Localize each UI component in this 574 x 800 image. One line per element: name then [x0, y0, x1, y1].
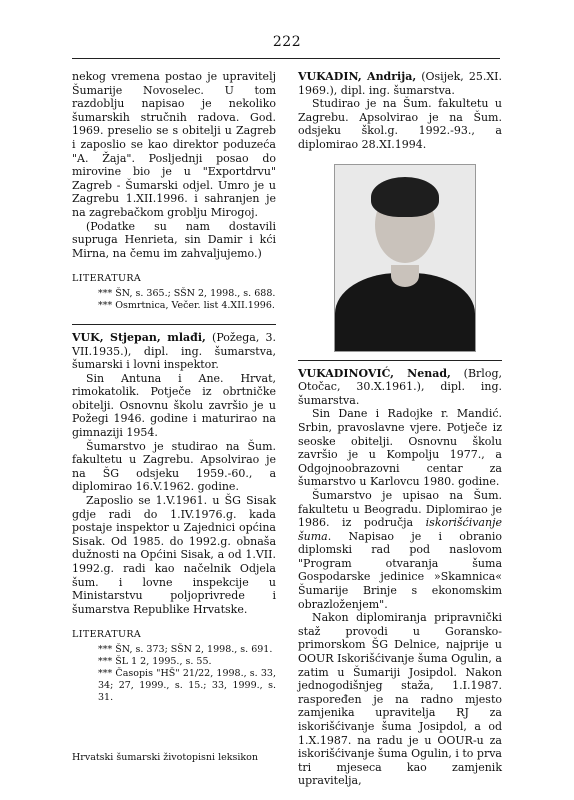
top-rule [72, 58, 500, 59]
entry-vukadinovic-paragraph: Nakon diplomiranja pripravnički staž provodi u Goransko-primorskom ŠG Delnice, najprije u OOUR Iskorišćivanje šuma Ogulin, a zatim u Šumariji Josipdol. Nakon jednogodišnjeg staža, 1.I.1987. raspoređen je na radno mjesto zamjenika upravitelja RJ za iskorišćivanje šuma Josipdol, a od 1.X.1987. na radu je u OOUR-u za iskorišćivanje šuma Ogulin, i to prva tri mjeseca kao zamjenik upravitelja, [298, 611, 502, 788]
source-note: (Podatke su nam dostavili supruga Henrieta, sin Damir i kći Mirna, na čemu im zahvaljujemo.) [72, 219, 276, 260]
portrait-photo [334, 164, 476, 352]
italic-term: iskorišćivanje šuma [298, 516, 502, 543]
literature-item: *** ŠN, s. 373; SŠN 2, 1998., s. 691. [98, 643, 273, 655]
page-number: 222 [272, 34, 302, 50]
entry-vukadin-header [298, 70, 502, 97]
literature-item: *** Osmrtnica, Večer. list 4.XII.1996. [98, 299, 275, 311]
entry-divider [298, 360, 502, 361]
entry-vukadinovic-header-rest: (Brlog, Otočac, 30.X.1961.), dipl. ing. šumarstva. [298, 366, 502, 407]
left-column [72, 70, 276, 704]
right-column [298, 70, 502, 788]
literature-item: *** ŠL 1 2, 1995., s. 55. [98, 655, 212, 667]
paragraph-text: Šumarstvo je upisao na Šum. fakultetu u Beogradu. Diplomirao je 1986. iz područja [298, 488, 502, 530]
entry-vuk-paragraph: Šumarstvo je studirao na Šum. fakultetu u Zagrebu. Apsolvirao je na ŠG odsjeku 1959.-60., a diplomirao 16.V.1962. godine. [72, 439, 276, 494]
entry-vuk-paragraph: Sin Antuna i Ane. Hrvat, rimokatolik. Potječe iz obrtničke obitelji. Osnovnu školu završio je u Požegi 1946. godine i maturirao na gimnaziji 1954. [72, 371, 276, 440]
literature-heading: LITERATURA [72, 273, 142, 285]
footer-title: Hrvatski šumarski životopisni leksikon [72, 752, 259, 763]
literature-heading: LITERATURA [72, 629, 142, 641]
entry-vuk-name: VUK, Stjepan, mlađi, [72, 330, 206, 344]
entry-vukadinovic-paragraph: Sin Dane i Radojke r. Mandić. Srbin, pravoslavne vjere. Potječe iz seoske obitelji. Osnovnu školu završio je u Kompolju 1977., a Odgojnoobrazovni centar za šumarstvo u Karlovcu 1980. godine. [298, 407, 502, 489]
entry-vuk-paragraph: Zaposlio se 1.V.1961. u ŠG Sisak gdje radi do 1.IV.1976.g. kada postaje inspektor u Zajednici općina Sisak. Od 1985. do 1992.g. obnaša dužnosti na Općini Sisak, a od 1.VII. 1992.g. radi kao načelnik Odjela šum. i lovne inspekcije u Ministarstvu poljoprivrede i šumarstva Republike Hrvatske. [72, 494, 276, 616]
paragraph-text: . Napisao je i obranio diplomski rad pod naslovom "Program otvaranja šuma Gospodarske jedinice »Skamnica« Šumarije Brinje s ekonomskim obrazloženjem". [298, 529, 502, 611]
entry-vukadin-paragraph: Studirao je na Šum. fakultetu u Zagrebu. Apsolvirao je na Šum. odsjeku škol.g. 1992.-93., a diplomirao 28.XI.1994. [298, 97, 502, 151]
entry-vukadinovic-paragraph [298, 489, 502, 611]
entry-vukadinovic-header [298, 367, 502, 408]
entry-vuk-header [72, 331, 276, 372]
entry-vuk-header-rest: (Požega, 3. VII.1935.), dipl. ing. šumarstva, šumarski i lovni inspektor. [72, 330, 276, 372]
literature-item: *** ŠN, s. 365.; SŠN 2, 1998., s. 688. [98, 287, 276, 299]
literature-item: *** Časopis "HŠ" 21/22, 1998., s. 33, 34; 27, 1999., s. 15.; 33, 1999., s. 31. [98, 667, 276, 703]
continuation-text: nekog vremena postao je upravitelj Šumarije Novoselec. U tom razdoblju napisao je nekoliko šumarskih stručnih radova. God. 1969. preselio se s obitelji u Zagreb i zaposlio se kao direktor poduzeća "A. Žaja". Posljednji posao do mirovine bio je u "Exportdrvu" Zagreb - Šumarski odjel. Umro je u Zagrebu 1.XII.1996. i sahranjen je na zagrebačkom groblju Mirogoj. [72, 70, 276, 219]
entry-vukadin-header-rest: (Osijek, 25.XI. 1969.), dipl. ing. šumarstva. [298, 70, 503, 97]
entry-vukadinovic-name: VUKADINOVIĆ, Nenad, [298, 366, 451, 380]
entry-divider [72, 324, 276, 325]
entry-vukadin-name: VUKADIN, Andrija, [298, 70, 417, 83]
